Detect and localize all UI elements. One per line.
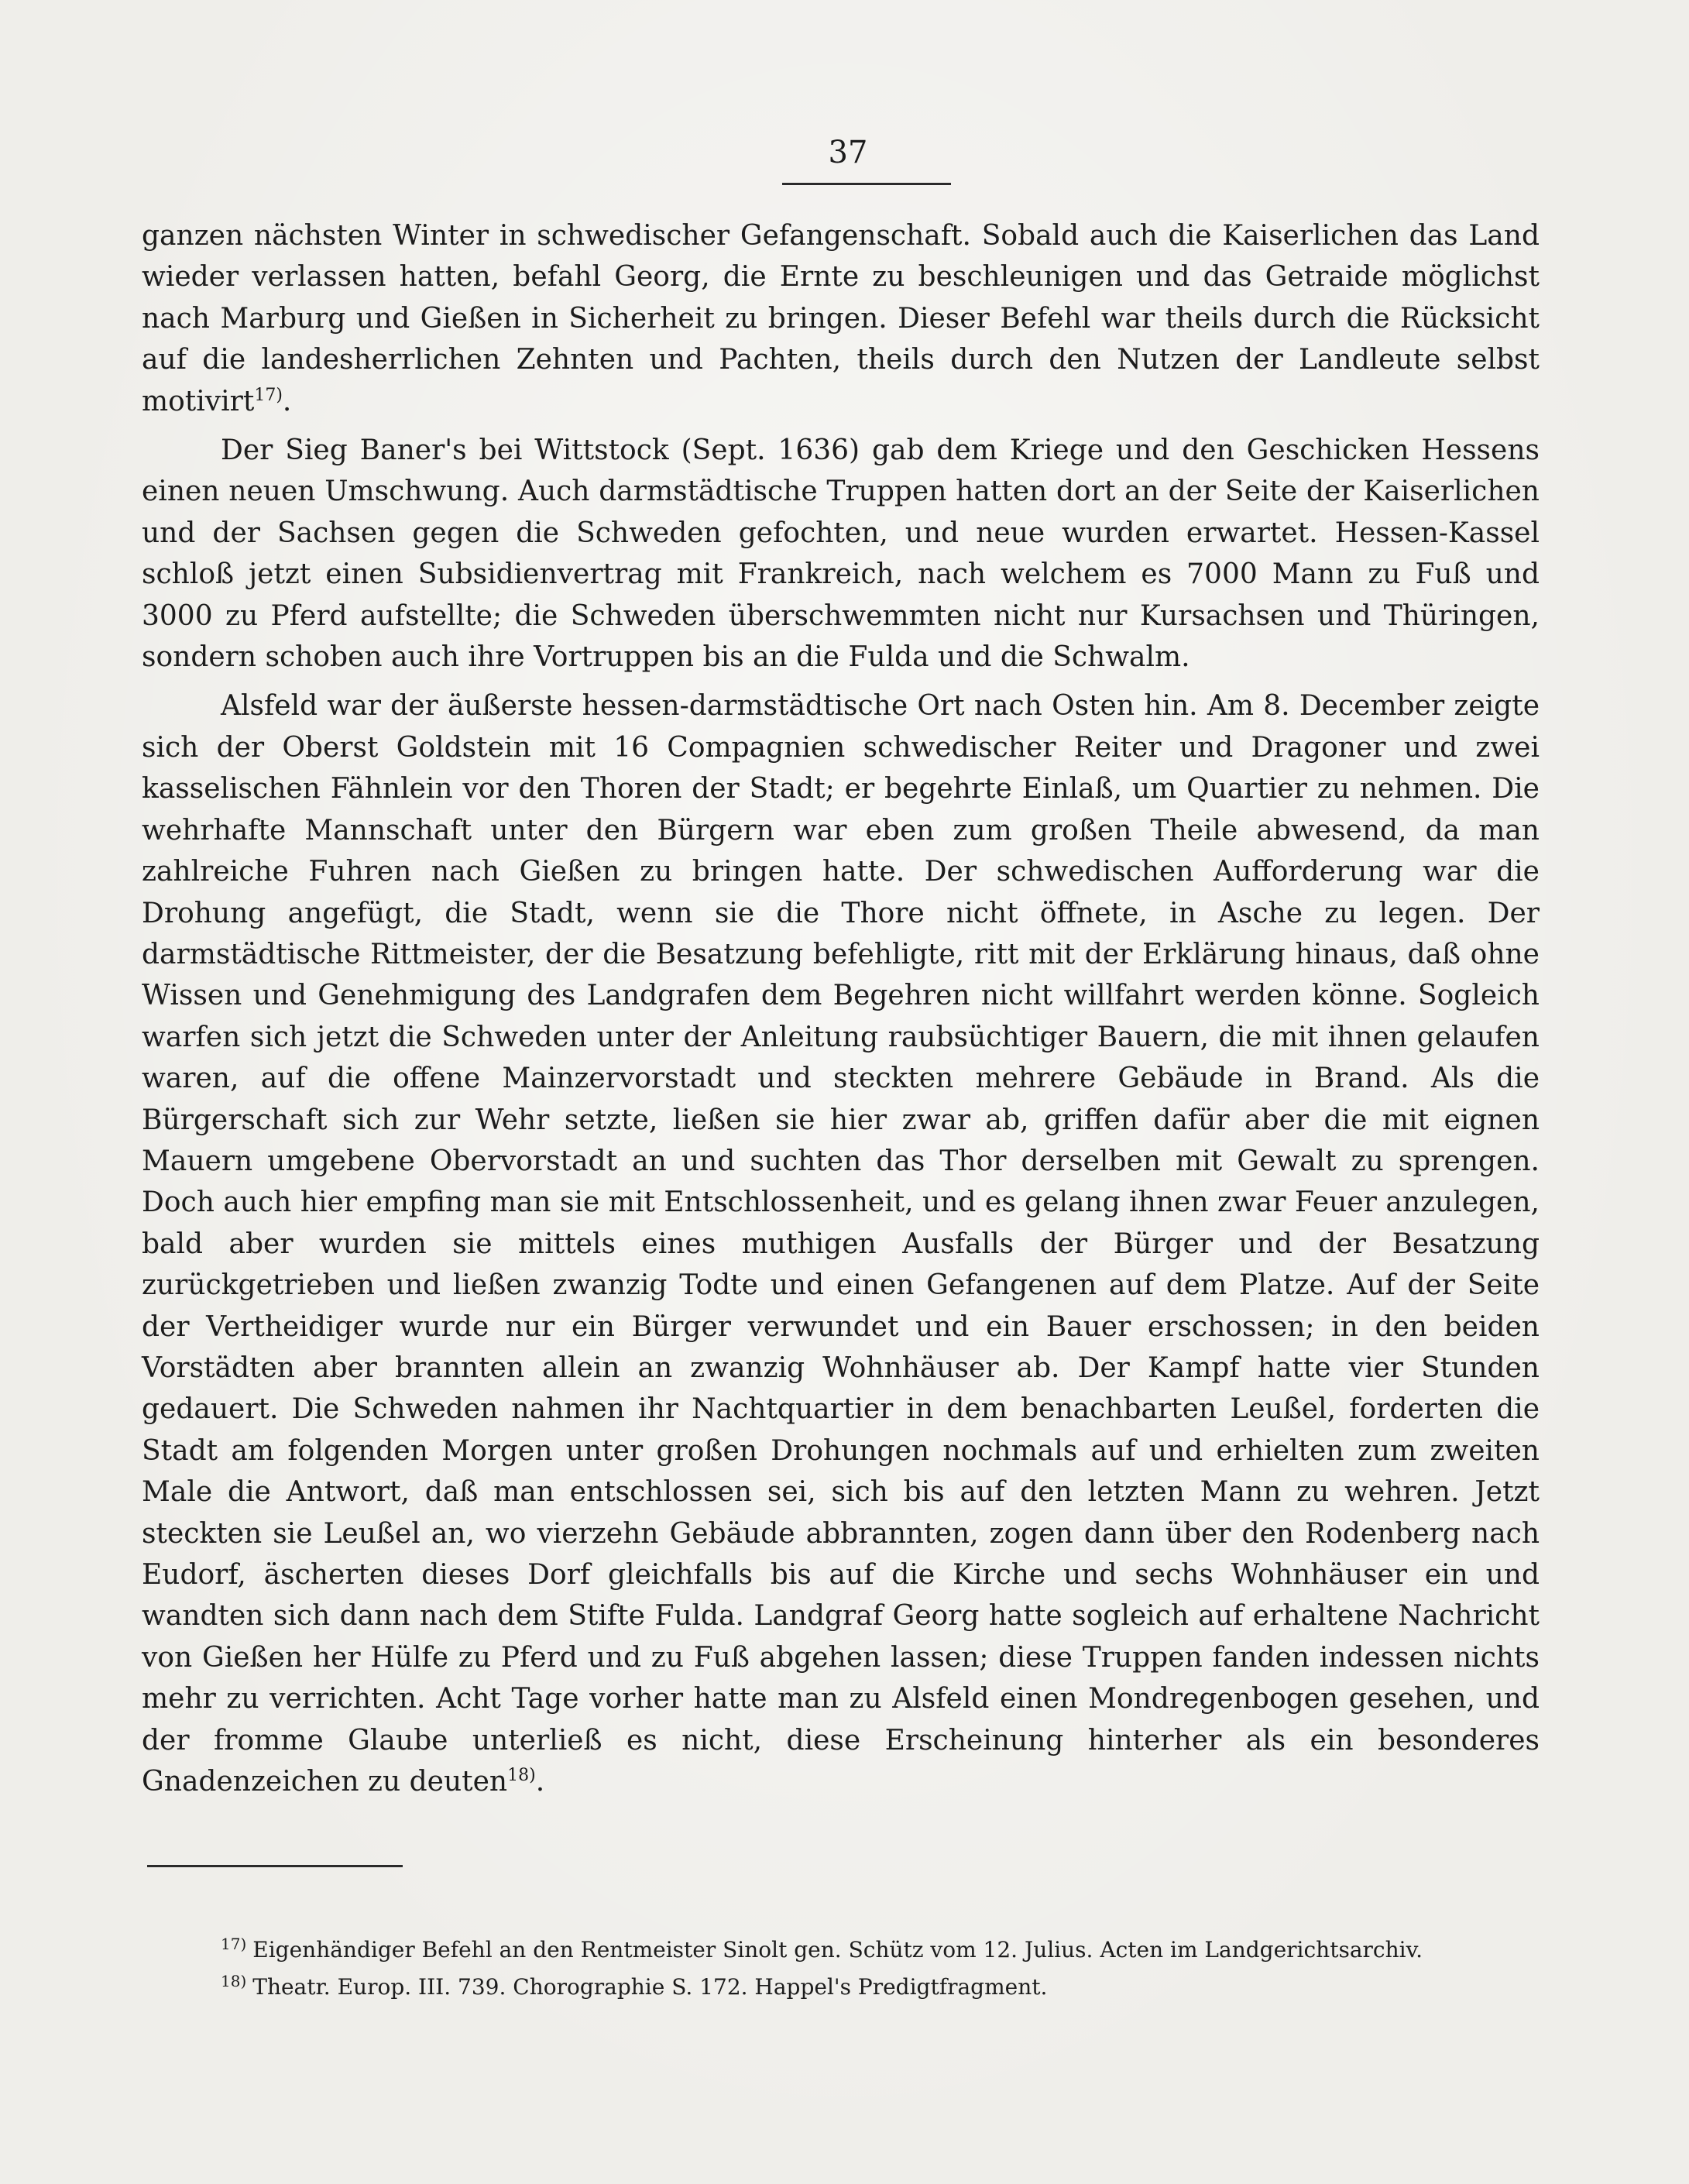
footnote-mark: 17) (221, 1934, 247, 1953)
paragraph-tail: . (535, 1766, 545, 1798)
footnotes (221, 1932, 1537, 2006)
paragraph (142, 685, 1540, 1802)
footnote-reference[interactable]: 18) (507, 1766, 536, 1786)
body-text (142, 215, 1540, 1810)
paragraph-text: Der Sieg Baner's bei Wittstock (Sept. 1636) gab dem Kriege und den Geschicken Hessens einen neuen Umschwung. Auch darmstädtische Truppen hatten dort an der Seite der Kaiserlichen und der Sachsen gegen die Schweden gefochten, und neue wurden erwartet. Hessen-Kassel schloß jetzt einen Subsidienvertrag mit Frankreich, nach welchem es 7000 Mann zu Fuß und 3000 zu Pferd aufstellte; die Schweden überschwemmten nicht nur Kursachsen und Thüringen, sondern schoben auch ihre Vortruppen bis an die Fulda und die Schwalm. (142, 434, 1540, 674)
paragraph-text: Alsfeld war der äußerste hessen-darmstädtische Ort nach Osten hin. Am 8. December zeigte sich der Oberst Goldstein mit 16 Compagnien schwedischer Reiter und Dragoner und zwei kasselischen Fähnlein vor den Thoren der Stadt; er begehrte Einlaß, um Quartier zu nehmen. Die wehrhafte Mannschaft unter den Bürgern war eben zum großen Theile abwesend, da man zahlreiche Fuhren nach Gießen zu bringen hatte. Der schwedischen Aufforderung war die Drohung angefügt, die Stadt, wenn sie die Thore nicht öffnete, in Asche zu legen. Der darmstädtische Rittmeister, der die Besatzung befehligte, ritt mit der Erklärung hinaus, daß ohne Wissen und Genehmigung des Landgrafen dem Begehren nicht willfahrt werden könne. Sogleich warfen sich jetzt die Schweden unter der Anleitung raubsüchtiger Bauern, die mit ihnen gelaufen waren, auf die offene Mainzervorstadt und steckten mehrere Gebäude in Brand. Als die Bürgerschaft sich zur Wehr setzte, ließen sie hier zwar ab, griffen dafür aber die mit eignen Mauern umgebene Obervorstadt an und suchten das Thor derselben mit Gewalt zu sprengen. Doch auch hier empfing man sie mit Entschlossenheit, und es gelang ihnen zwar Feuer anzulegen, bald aber wurden sie mittels eines muthigen Ausfalls der Bürger und der Besatzung zurückgetrieben und ließen zwanzig Todte und einen Gefangenen auf dem Platze. Auf der Seite der Vertheidiger wurde nur ein Bürger verwundet und ein Bauer erschossen; in den beiden Vorstädten aber brannten allein an zwanzig Wohnhäuser ab. Der Kampf hatte vier Stunden gedauert. Die Schweden nahmen ihr Nachtquartier in dem benachbarten Leußel, forderten die Stadt am folgenden Morgen unter großen Drohungen nochmals auf und erhielten zum zweiten Male die Antwort, daß man entschlossen sei, sich bis auf den letzten Mann zu wehren. Jetzt steckten sie Leußel an, wo vierzehn Gebäude abbrannten, zogen dann über den Rodenberg nach Eudorf, äscherten dieses Dorf gleichfalls bis auf die Kirche und sechs Wohnhäuser ein und wandten sich dann nach dem Stifte Fulda. Landgraf Georg hatte sogleich auf erhaltene Nachricht von Gießen her Hülfe zu Pferd und zu Fuß abgehen lassen; diese Truppen fanden indessen nichts mehr zu verrichten. Acht Tage vorher hatte man zu Alsfeld einen Mondregenbogen gesehen, und der fromme Glaube unterließ es nicht, diese Erscheinung hinterher als ein besonderes Gnadenzeichen zu deuten (142, 690, 1540, 1798)
page-number: 37 (828, 135, 868, 170)
paragraph (142, 215, 1540, 422)
footnote-rule (147, 1865, 403, 1867)
paragraph (142, 430, 1540, 678)
paragraph-tail: . (282, 385, 292, 417)
footnote (221, 1932, 1537, 1969)
footnote-reference[interactable]: 17) (254, 385, 283, 405)
footnote-text: Eigenhändiger Befehl an den Rentmeister Sinolt gen. Schütz vom 12. Julius. Acten im Landgerichtsarchiv. (252, 1937, 1423, 1963)
footnote-mark: 18) (221, 1971, 247, 1990)
footnote (221, 1969, 1537, 2006)
paragraph-text: ganzen nächsten Winter in schwedischer Gefangenschaft. Sobald auch die Kaiserlichen das Land wieder verlassen hatten, befahl Georg, die Ernte zu beschleunigen und das Getraide möglichst nach Marburg und Gießen in Sicherheit zu bringen. Dieser Befehl war theils durch die Rücksicht auf die landesherrlichen Zehnten und Pachten, theils durch den Nutzen der Landleute selbst motivirt (142, 220, 1540, 417)
header-rule (782, 183, 951, 185)
footnote-text: Theatr. Europ. III. 739. Chorographie S. 172. Happel's Predigtfragment. (252, 1974, 1048, 2000)
